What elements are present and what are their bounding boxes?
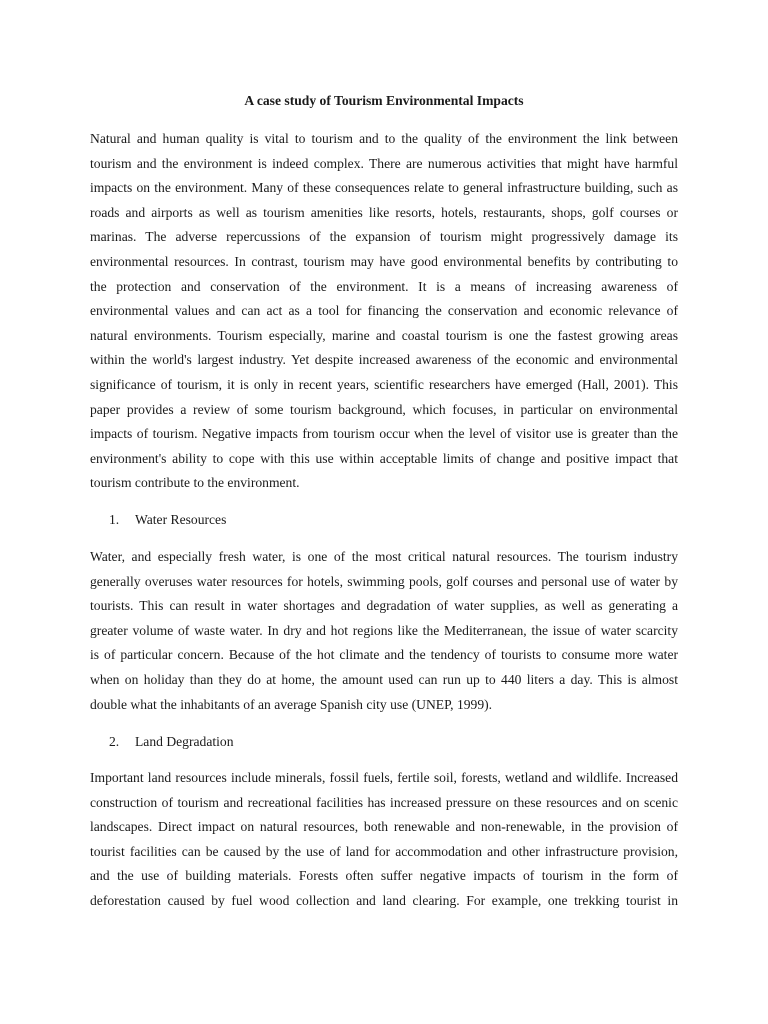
text-line: roads and airports as well as tourism amenities like resorts, hotels, restaurants, shops, golf courses or: [90, 204, 678, 220]
text-line: marinas. The adverse repercussions of the expansion of tourism might progressively damage its: [90, 229, 678, 245]
section-heading-land-degradation: [109, 733, 234, 751]
text-line: Natural and human quality is vital to tourism and to the quality of the environment the link between: [90, 131, 678, 146]
text-line: generally overuses water resources for hotels, swimming pools, golf courses and personal use of water by: [90, 573, 678, 589]
text-line: and the use of building materials. Forests often suffer negative impacts of tourism in the form of: [90, 868, 678, 884]
text-line: tourism and the environment is indeed complex. There are numerous activities that might have harmful: [90, 155, 678, 171]
text-line: tourist facilities can be caused by the use of land for accommodation and other infrastructure provision,: [90, 843, 678, 859]
text-line: Important land resources include minerals, fossil fuels, fertile soil, forests, wetland and wildlife. Increased: [90, 770, 678, 785]
text-line: impacts on the environment. Many of these consequences relate to general infrastructure building, such as: [90, 180, 678, 196]
text-line: significance of tourism, it is only in recent years, scientific researchers have emerged (Hall, 2001). This: [90, 376, 678, 392]
text-line: deforestation caused by fuel wood collection and land clearing. For example, one trekking tourist in: [90, 892, 678, 908]
text-line: is of particular concern. Because of the hot climate and the tendency of tourists to consume more water: [90, 647, 678, 663]
text-line: construction of tourism and recreational facilities has increased pressure on these resources and on scenic: [90, 794, 678, 810]
text-line: greater volume of waste water. In dry and hot regions like the Mediterranean, the issue of water scarcity: [90, 622, 678, 638]
text-line: environment's ability to cope with this use within acceptable limits of change and positive impact that: [90, 450, 678, 466]
section-number: 2.: [109, 734, 120, 749]
section-title: Water Resources: [135, 512, 227, 527]
intro-paragraph: [90, 127, 678, 496]
text-line: environmental values and can act as a tool for financing the conservation and economic relevance of: [90, 303, 678, 319]
text-line: the protection and conservation of the environment. It is a means of increasing awareness of: [90, 278, 678, 294]
text-line: tourism contribute to the environment.: [90, 475, 300, 491]
text-line: paper provides a review of some tourism background, which focuses, in particular on environmental: [90, 401, 678, 417]
section-title: Land Degradation: [135, 734, 234, 749]
document-title: A case study of Tourism Environmental Impacts: [244, 93, 524, 108]
section-heading-water-resources: [109, 511, 226, 529]
text-line: within the world's largest industry. Yet despite increased awareness of the economic and environmental: [90, 352, 678, 368]
text-line: Water, and especially fresh water, is one of the most critical natural resources. The tourism industry: [90, 549, 678, 564]
text-line: tourists. This can result in water shortages and degradation of water supplies, as well as generating a: [90, 598, 678, 614]
text-line: environmental resources. In contrast, tourism may have good environmental benefits by contributing to: [90, 253, 678, 269]
text-line: natural environments. Tourism especially, marine and coastal tourism is one the fastest growing areas: [90, 327, 678, 343]
text-line: landscapes. Direct impact on natural resources, both renewable and non-renewable, in the provision of: [90, 819, 678, 835]
land-degradation-paragraph: [90, 766, 678, 914]
section-number: 1.: [109, 512, 120, 527]
text-line: double what the inhabitants of an average Spanish city use (UNEP, 1999).: [90, 696, 493, 712]
water-resources-paragraph: [90, 545, 678, 717]
text-line: impacts of tourism. Negative impacts from tourism occur when the level of visitor use is greater than the: [90, 426, 678, 442]
text-line: when on holiday than they do at home, the amount used can run up to 440 liters a day. This is almost: [90, 671, 678, 687]
